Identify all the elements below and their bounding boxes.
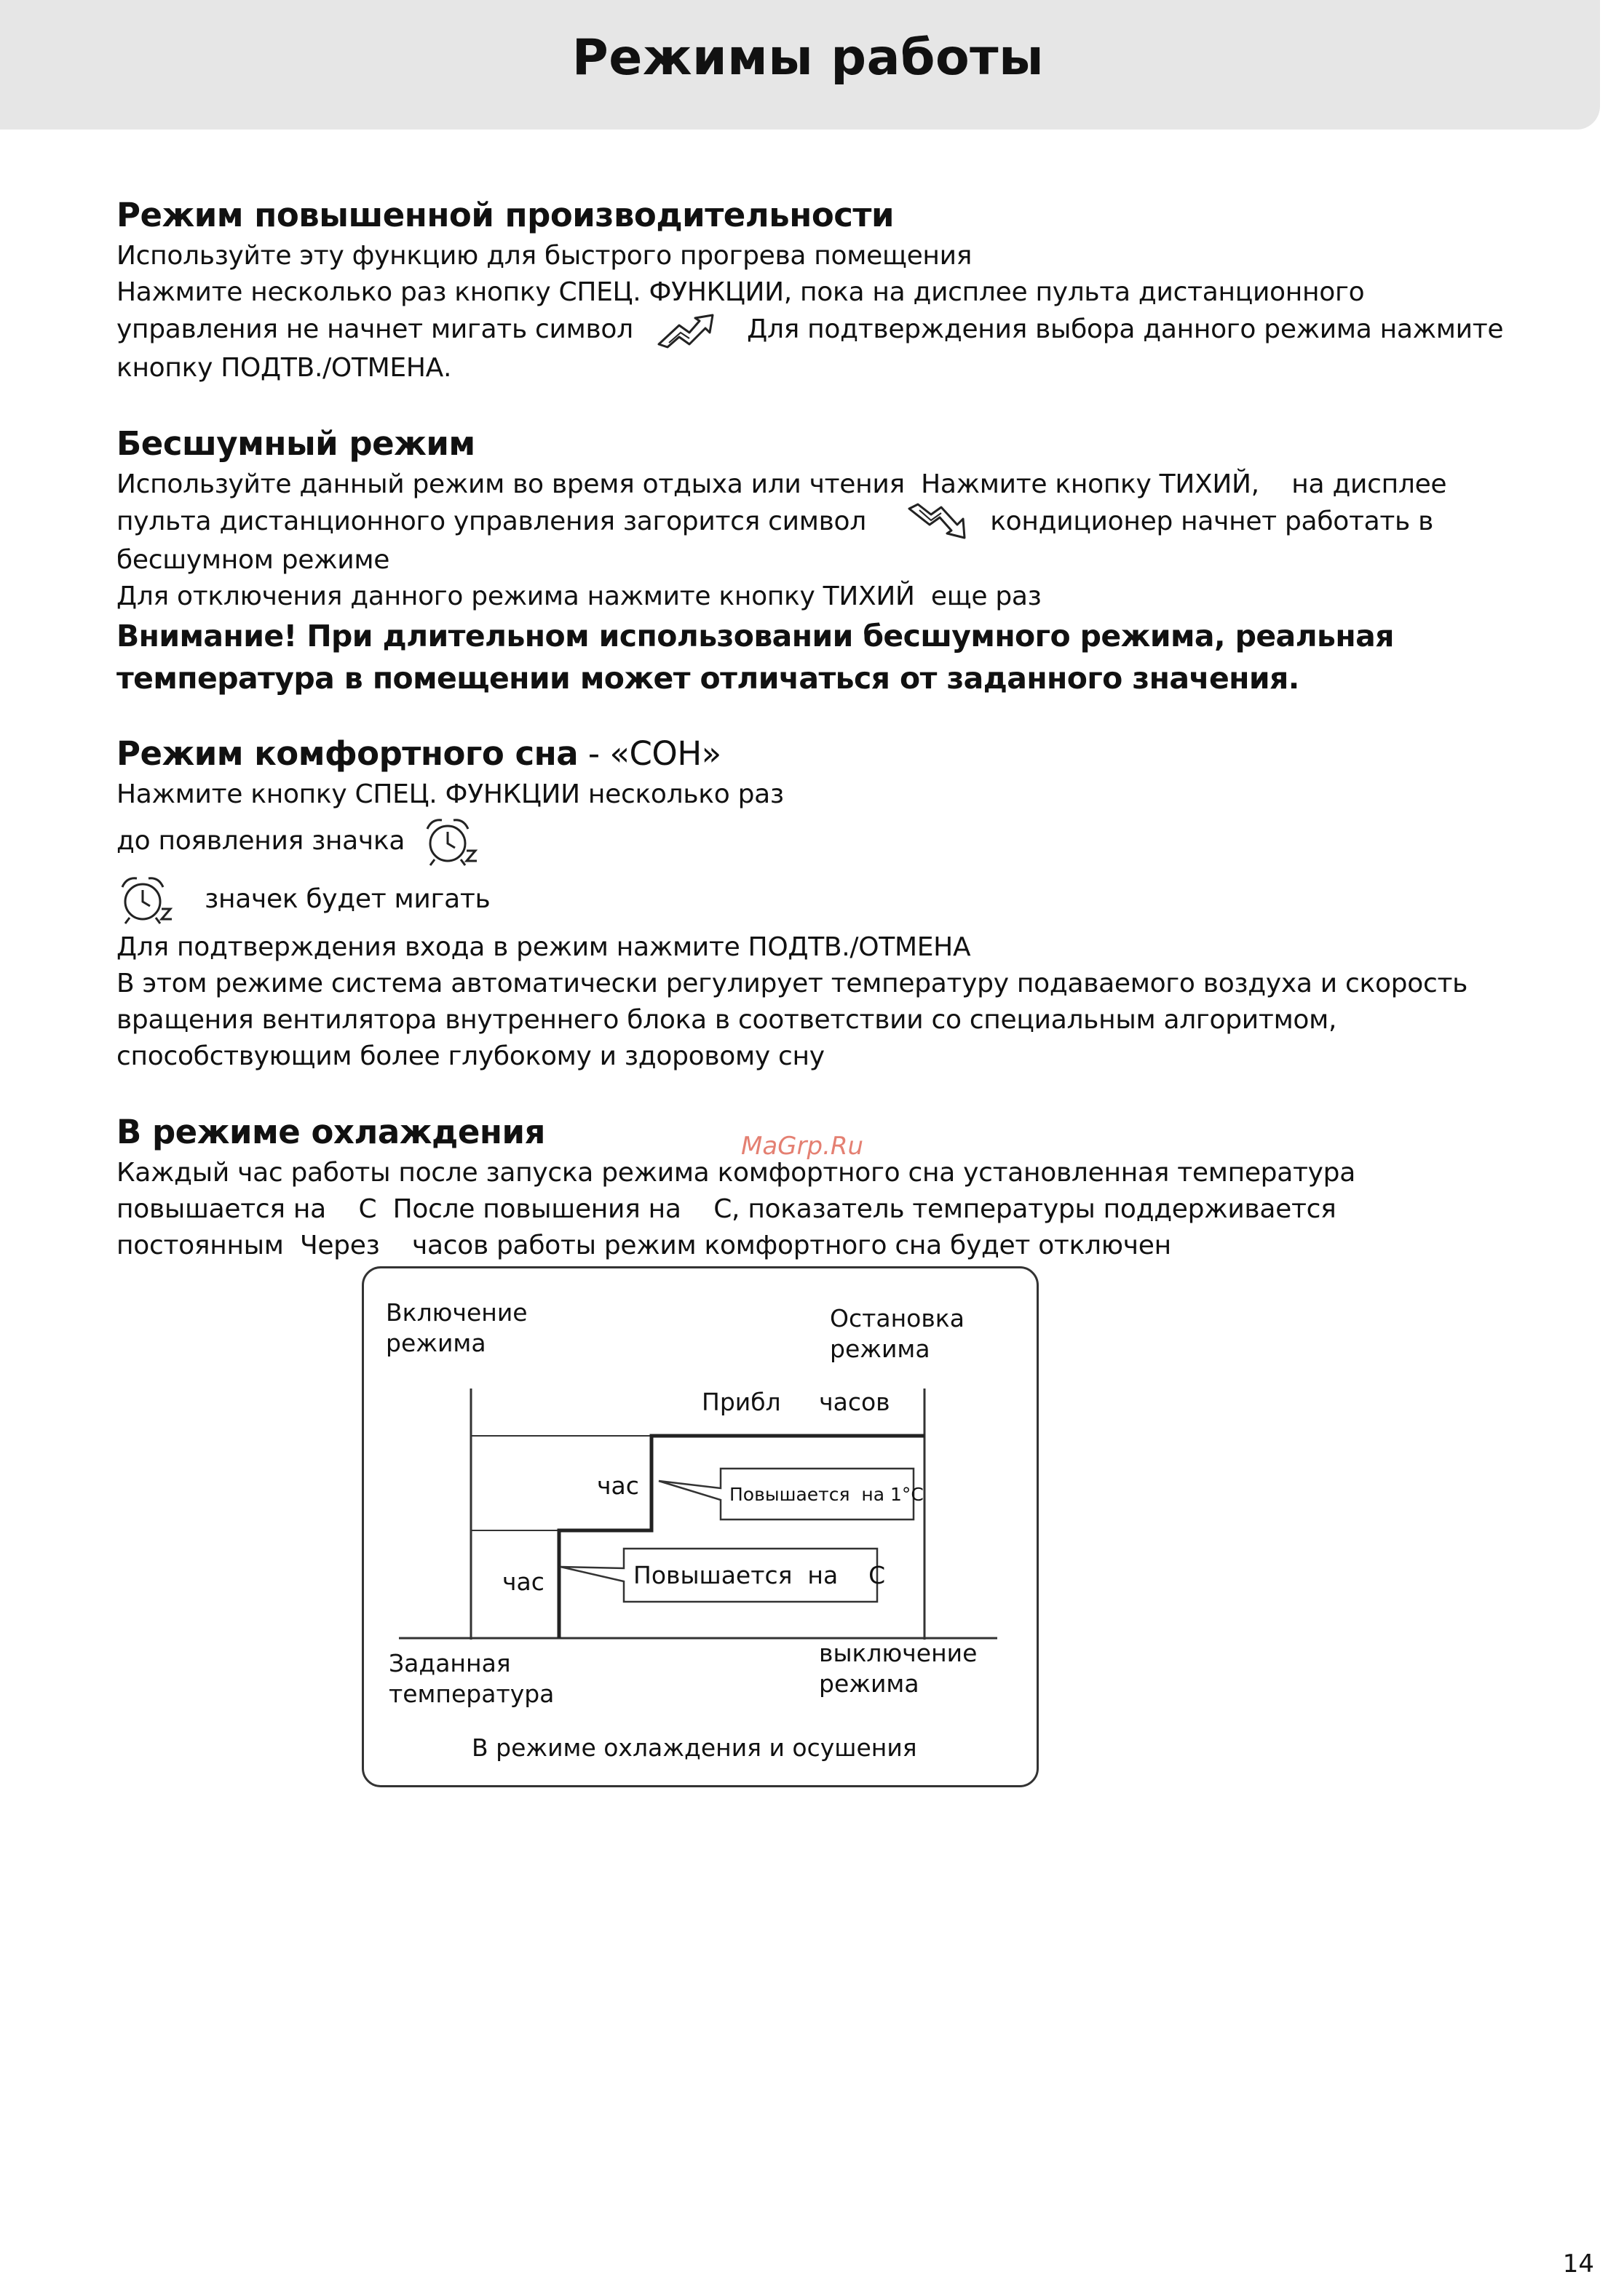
cooling-line-2: повышается на С После повышения на С, показатель температуры поддерживается	[116, 1194, 1336, 1224]
sleep-heading-main: Режим комфортного сна	[116, 734, 579, 773]
cooling-line-3: постоянным Через часов работы режим комфортного сна будет отключен	[116, 1231, 1171, 1260]
sleep-line-6: вращения вентилятора внутреннего блока в соответствии со специальным алгоритмом,	[116, 1005, 1337, 1035]
cooling-heading: В режиме охлаждения	[116, 1113, 545, 1151]
boost-line-3b: Для подтверждения выбора данного режима нажмите	[747, 314, 1504, 344]
diagram-stop-label-1: Остановка	[830, 1304, 965, 1332]
silent-line-4: Для отключения данного режима нажмите кнопку ТИХИЙ еще раз	[116, 581, 1042, 611]
diagram-off-label-1: выключение	[819, 1639, 978, 1667]
boost-heading: Режим повышенной производительности	[116, 196, 895, 234]
diagram-start-label-2: режима	[386, 1329, 486, 1357]
diagram-callout-lower: Повышается на С	[633, 1561, 886, 1589]
sleep-line-2	[116, 813, 1543, 871]
sleep-line-2-text: до появления значка	[116, 826, 405, 856]
diagram-approx-hours: Прибл часов	[702, 1388, 890, 1416]
section-silent	[116, 421, 1543, 699]
silent-line-3: бесшумном режиме	[116, 545, 390, 575]
boost-line-3a: управления не начнет мигать символ	[116, 314, 633, 344]
sleep-heading-suffix: - «СОН»	[578, 734, 721, 773]
boost-line-3	[116, 311, 1543, 350]
page-number: 14	[1562, 2249, 1594, 2279]
silent-line-2	[116, 503, 1543, 542]
page-title: Режимы работы	[571, 29, 1045, 87]
silent-line-2a: пульта дистанционного управления загорится символ	[116, 507, 866, 536]
silent-warning-2: температура в помещении может отличаться от заданного значения.	[116, 661, 1299, 696]
sleep-mode-diagram	[362, 1266, 1039, 1787]
diagram-stop-label-2: режима	[830, 1335, 930, 1363]
boost-arrow-icon	[654, 311, 720, 350]
silent-warning-1: Внимание! При длительном использовании бесшумного режима, реальная	[116, 619, 1394, 654]
main-content	[116, 193, 1543, 1264]
diagram-set-temp-1: Заданная	[389, 1649, 511, 1677]
silent-line-2b: кондиционер начнет работать в	[990, 507, 1434, 536]
alarm-clock-icon	[421, 813, 480, 871]
silent-heading: Бесшумный режим	[116, 424, 475, 463]
temperature-step-line	[559, 1436, 924, 1638]
sleep-line-1: Нажмите кнопку СПЕЦ. ФУНКЦИИ несколько раз	[116, 779, 784, 809]
diagram-start-label-1: Включение	[386, 1298, 528, 1327]
diagram-callout-upper: Повышается на 1°C	[729, 1484, 924, 1505]
diagram-off-label-2: режима	[819, 1669, 919, 1698]
sleep-line-4: Для подтверждения входа в режим нажмите ПОДТВ./ОТМЕНА	[116, 932, 971, 962]
boost-line-2: Нажмите несколько раз кнопку СПЕЦ. ФУНКЦИИ, пока на дисплее пульта дистанционного	[116, 277, 1365, 307]
silent-line-1: Используйте данный режим во время отдыха или чтения Нажмите кнопку ТИХИЙ, на дисплее	[116, 469, 1447, 499]
sleep-line-7: способствующим более глубокому и здоровому сну	[116, 1041, 825, 1071]
quiet-arrow-icon	[906, 503, 970, 542]
diagram-caption: В режиме охлаждения и осушения	[472, 1733, 917, 1762]
sleep-line-3	[116, 871, 1543, 929]
watermark: MaGrp.Ru	[741, 1132, 864, 1161]
boost-line-1: Используйте эту функцию для быстрого прогрева помещения	[116, 241, 973, 271]
sleep-line-3-text: значек будет мигать	[205, 884, 491, 914]
section-sleep	[116, 731, 1543, 1075]
section-boost	[116, 193, 1543, 386]
boost-line-4: кнопку ПОДТВ./ОТМЕНА.	[116, 353, 452, 383]
diagram-hour-upper: час	[597, 1471, 639, 1500]
sleep-heading	[116, 731, 1543, 776]
diagram-set-temp-2: температура	[389, 1680, 555, 1708]
diagram-hour-lower: час	[502, 1568, 544, 1596]
cooling-line-1: Каждый час работы после запуска режима комфортного сна установленная температура	[116, 1158, 1355, 1188]
sleep-line-5: В этом режиме система автоматически регулирует температуру подаваемого воздуха и скорость	[116, 969, 1468, 998]
alarm-clock-icon	[116, 871, 175, 929]
